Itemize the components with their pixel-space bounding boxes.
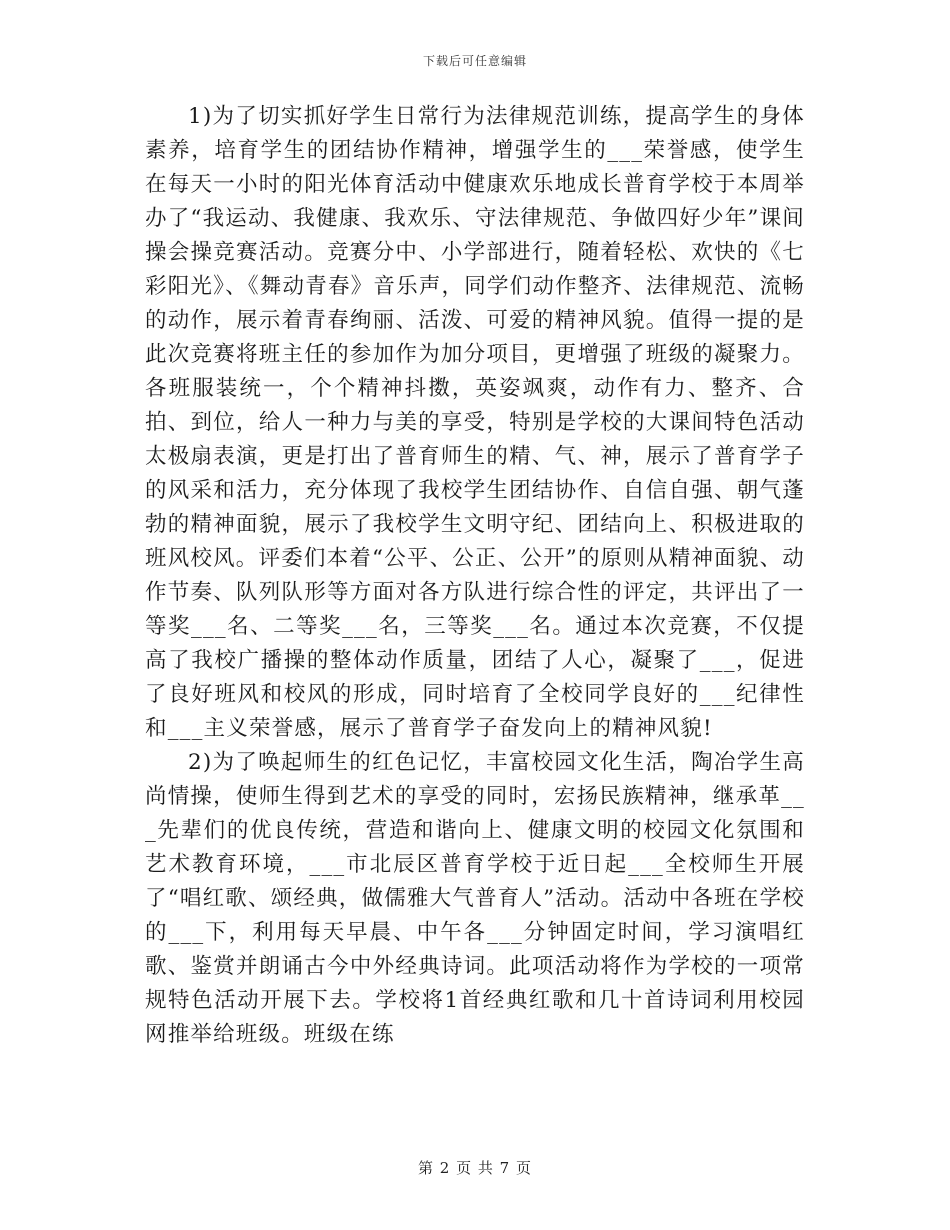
page-header: 下载后可任意编辑 <box>422 54 527 68</box>
paragraph-1: 1)为了切实抓好学生日常行为法律规范训练，提高学生的身体素养，培育学生的团结协作精神，增强学生的___荣誉感，使学生在每天一小时的阳光体育活动中健康欢乐地成长普育学校于本周举办了“我运动、我健康、我欢乐、守法律规范、争做四好少年”课间操会操竞赛活动。竞赛分中、小学部进行，随着轻松、欢快的《七彩阳光》、《舞动青春》音乐声，同学们动作整齐、法律规范、流畅的动作，展示着青春绚丽、活泼、可爱的精神风貌。值得一提的是此次竞赛将班主任的参加作为加分项目，更增强了班级的凝聚力。各班服装统一，个个精神抖擞，英姿飒爽，动作有力、整齐、合拍、到位，给人一种力与美的享受，特别是学校的大课间特色活动太极扇表演，更是打出了普育师生的精、气、神，展示了普育学子的风采和活力，充分体现了我校学生团结协作、自信自强、朝气蓬勃的精神面貌，展示了我校学生文明守纪、团结向上、积极进取的班风校风。评委们本着“公平、公正、公开”的原则从精神面貌、动作节奏、队列队形等方面对各方队进行综合性的评定，共评出了一等奖___名、二等奖___名，三等奖___名。通过本次竞赛，不仅提高了我校广播操的整体动作质量，团结了人心，凝聚了___，促进了良好班风和校风的形成，同时培育了全校同学良好的___纪律性和___主义荣誉感，展示了普育学子奋发向上的精神风貌! <box>145 104 805 741</box>
paragraph-2: 2)为了唤起师生的红色记忆，丰富校园文化生活，陶冶学生高尚情操，使师生得到艺术的享受的同时，宏扬民族精神，继承革___先辈们的优良传统，营造和谐向上、健康文明的校园文化氛围和艺术教育环境，___市北辰区普育学校于近日起___全校师生开展了“唱红歌、颂经典，做儒雅大气普育人”活动。活动中各班在学校的___下，利用每天早晨、中午各___分钟固定时间，学习演唱红歌、鉴赏并朗诵古今中外经典诗词。此项活动将作为学校的一项常规特色活动开展下去。学校将1首经典红歌和几十首诗词利用校园网推举给班级。班级在练 <box>145 750 805 1047</box>
document-body <box>145 100 805 1052</box>
page-footer: 第 2 页 共 7 页 <box>418 1159 532 1177</box>
